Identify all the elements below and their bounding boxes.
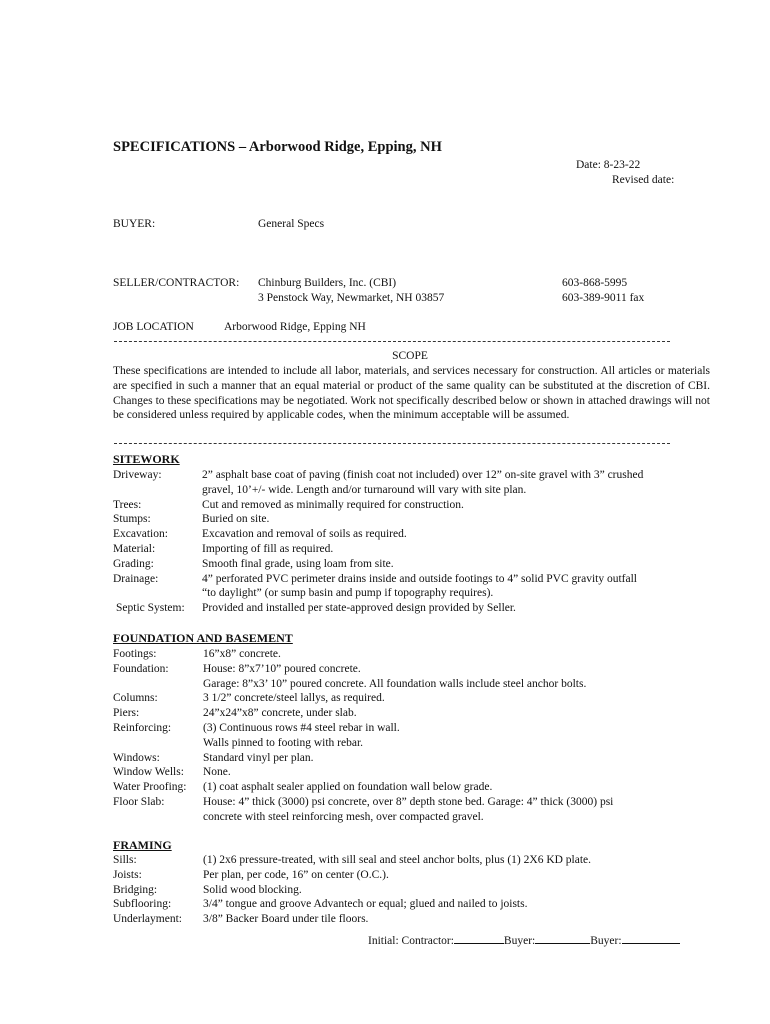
- buyer2-initial-blank[interactable]: [622, 933, 680, 944]
- divider-bottom: [114, 443, 670, 444]
- framing-label: Underlayment:: [113, 913, 182, 926]
- foundation-value-line: Walls pinned to footing with rebar.: [203, 736, 364, 749]
- foundation-value-line: 3 1/2” concrete/steel lallys, as required.: [203, 692, 385, 705]
- sitework-value-line: “to daylight” (or sump basin and pump if topography requires).: [202, 587, 494, 600]
- sitework-value-line: Cut and removed as minimally required for construction.: [202, 498, 464, 511]
- sitework-value-line: Provided and installed per state-approved design provided by Seller.: [202, 602, 516, 615]
- foundation-value-line: 16”x8” concrete.: [203, 648, 281, 660]
- foundation-value-line: 24”x24”x8” concrete, under slab.: [203, 707, 357, 720]
- sitework-value-line: gravel, 10’+/- wide. Length and/or turnaround will vary with site plan.: [202, 483, 527, 496]
- foundation-label: Piers:: [113, 707, 140, 720]
- job-location-label: JOB LOCATION: [113, 321, 194, 333]
- seller-name: Chinburg Builders, Inc. (CBI): [258, 277, 397, 289]
- seller-address: 3 Penstock Way, Newmarket, NH 03857: [258, 292, 445, 304]
- initial-buyer1-label: Buyer:: [503, 935, 536, 947]
- framing-value-line: (1) 2x6 pressure-treated, with sill seal and steel anchor bolts, plus (1) 2X6 KD plate.: [203, 854, 592, 866]
- date: Date: 8-23-22: [576, 159, 641, 171]
- foundation-value-line: Garage: 8”x3’ 10” poured concrete. All foundation walls include steel anchor bolts.: [203, 677, 587, 690]
- foundation-value-line: House: 4” thick (3000) psi concrete, over 8” depth stone bed. Garage: 4” thick (3000) psi: [203, 796, 614, 808]
- framing-value-line: 3/4” tongue and groove Advantech or equal; glued and nailed to joists.: [203, 898, 528, 911]
- sitework-value-line: Smooth final grade, using loam from site.: [202, 557, 394, 570]
- page-title: SPECIFICATIONS – Arborwood Ridge, Epping, NH: [113, 139, 442, 155]
- foundation-label: Foundation:: [113, 662, 169, 675]
- initial-buyer2-label: Buyer:: [590, 935, 622, 947]
- foundation-value-line: None.: [203, 766, 231, 779]
- foundation-label: Windows:: [113, 751, 160, 764]
- sitework-value-line: 2” asphalt base coat of paving (finish coat not included) over 12” on-site gravel with 3” crushed: [202, 469, 644, 481]
- initials-line: [368, 933, 680, 948]
- sitework-label: Driveway:: [113, 469, 162, 481]
- sitework-value-line: Importing of fill as required.: [202, 543, 334, 555]
- seller-fax: 603-389-9011 fax: [562, 292, 645, 304]
- foundation-label: Columns:: [113, 692, 158, 705]
- framing-value-line: Per plan, per code, 16” on center (O.C.).: [203, 868, 389, 881]
- framing-value-line: 3/8” Backer Board under tile floors.: [203, 913, 369, 926]
- sitework-value-line: 4” perforated PVC perimeter drains inside and outside footings to 4” solid PVC gravity outfall: [202, 572, 638, 585]
- sitework-label: Grading:: [113, 557, 154, 570]
- buyer1-initial-blank[interactable]: [535, 933, 590, 944]
- foundation-label: Water Proofing:: [113, 781, 187, 794]
- scope-heading: SCOPE: [392, 350, 428, 362]
- framing-heading: FRAMING: [113, 838, 172, 852]
- foundation-label: Reinforcing:: [113, 722, 172, 734]
- framing-label: Joists:: [113, 868, 142, 881]
- revised-date: Revised date:: [612, 174, 675, 186]
- buyer-label: BUYER:: [113, 218, 156, 230]
- initial-contractor-label: Initial: Contractor:: [368, 935, 454, 947]
- sitework-label: Septic System:: [116, 602, 185, 615]
- foundation-value-line: House: 8”x7’10” poured concrete.: [203, 662, 361, 675]
- sitework-label: Drainage:: [113, 572, 159, 585]
- foundation-label: Floor Slab:: [113, 796, 165, 808]
- contractor-initial-blank[interactable]: [454, 933, 504, 944]
- scope-text: These specifications are intended to include all labor, materials, and services necessary for construction. All articles or materials are specified in such a manner that an equal material or product of the same quality can be substituted at the discretion of CBI. Changes to these specifications may be negotiated. Work not specifically described below or shown in attached drawings will not be considered unless required by applicable codes, when the minimum acceptable will be assumed.: [113, 365, 710, 422]
- sitework-label: Stumps:: [113, 513, 151, 526]
- sitework-value-line: Buried on site.: [202, 513, 270, 526]
- foundation-value-line: (3) Continuous rows #4 steel rebar in wall.: [203, 722, 400, 734]
- foundation-value-line: (1) coat asphalt sealer applied on foundation wall below grade.: [203, 781, 493, 794]
- foundation-heading: FOUNDATION AND BASEMENT: [113, 631, 293, 645]
- sitework-value-line: Excavation and removal of soils as required.: [202, 528, 407, 541]
- job-location-value: Arborwood Ridge, Epping NH: [224, 321, 366, 333]
- foundation-value-line: concrete with steel reinforcing mesh, over compacted gravel.: [203, 810, 484, 823]
- seller-phone: 603-868-5995: [562, 277, 628, 289]
- sitework-label: Material:: [113, 543, 156, 555]
- seller-label: SELLER/CONTRACTOR:: [113, 277, 240, 289]
- sitework-label: Trees:: [113, 498, 142, 511]
- framing-label: Bridging:: [113, 883, 158, 896]
- foundation-label: Footings:: [113, 648, 157, 660]
- buyer-value: General Specs: [258, 218, 325, 230]
- framing-label: Sills:: [113, 854, 137, 866]
- framing-value-line: Solid wood blocking.: [203, 883, 302, 896]
- sitework-label: Excavation:: [113, 528, 168, 541]
- divider-top: [114, 341, 670, 342]
- foundation-label: Window Wells:: [113, 766, 184, 779]
- framing-label: Subflooring:: [113, 898, 172, 911]
- sitework-heading: SITEWORK: [113, 452, 180, 466]
- foundation-value-line: Standard vinyl per plan.: [203, 751, 314, 764]
